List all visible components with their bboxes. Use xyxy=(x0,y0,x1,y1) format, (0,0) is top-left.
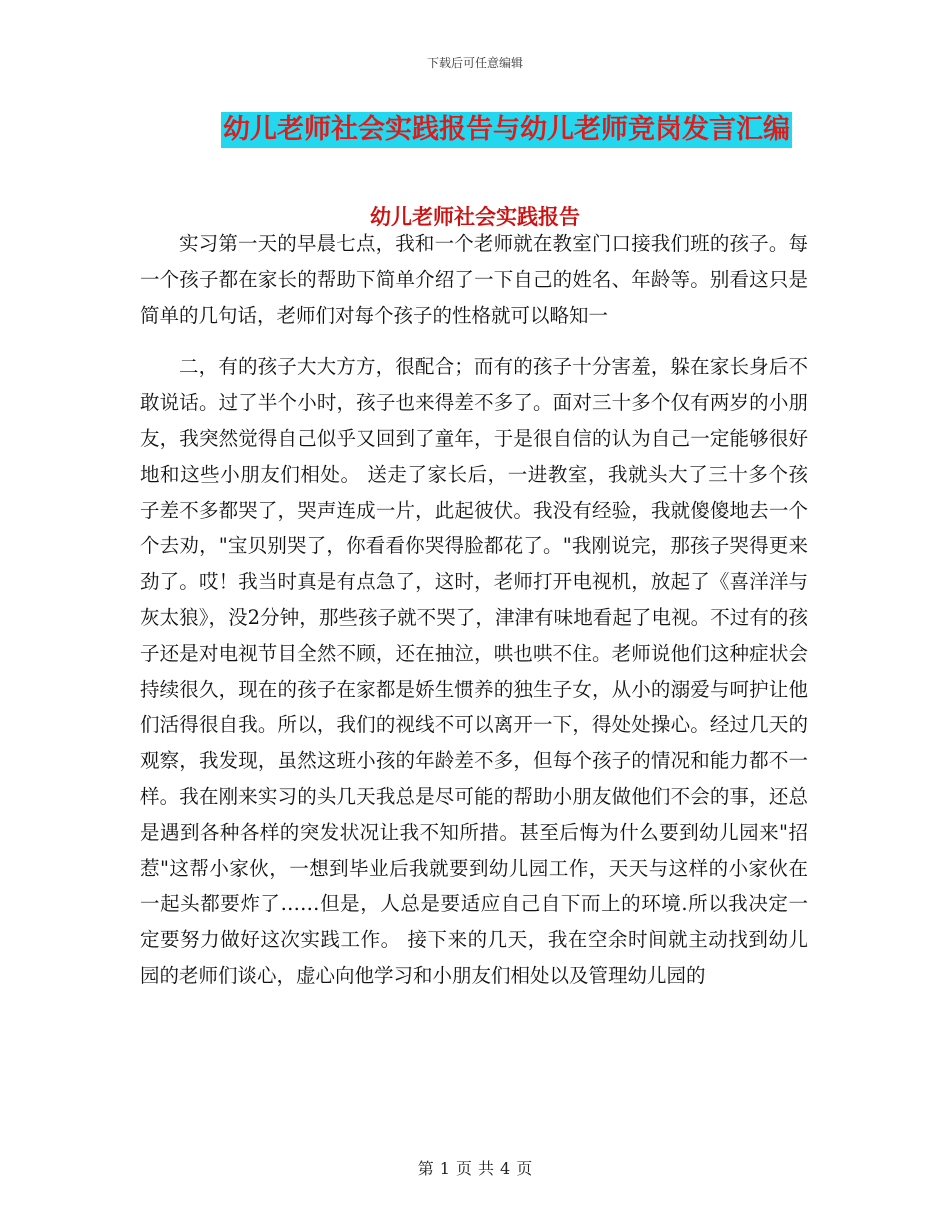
document-body xyxy=(140,226,808,994)
footer-prefix: 第 xyxy=(417,1159,434,1178)
page-footer xyxy=(0,1156,950,1179)
paragraph-2: 二，有的孩子大大方方，很配合；而有的孩子十分害羞，躲在家长身后不敢说话。过了半个小时，孩子也来得差不多了。面对三十多个仅有两岁的小朋友，我突然觉得自己似乎又回到了童年，于是很自信的认为自己一定能够很好地和这些小朋友们相处。 送走了家长后，一进教室，我就头大了三十多个孩子差不多都哭了，哭声连成一片，此起彼伏。我没有经验，我就傻傻地去一个个去劝，"宝贝别哭了，你看看你哭得脸都花了。"我刚说完，那孩子哭得更来劲了。哎！我当时真是有点急了，这时，老师打开电视机，放起了《喜洋洋与灰太狼》，没2分钟，那些孩子就不哭了，津津有味地看起了电视。不过有的孩子还是对电视节目全然不顾，还在抽泣，哄也哄不住。老师说他们这种症状会持续很久，现在的孩子在家都是娇生惯养的独生子女，从小的溺爱与呵护让他们活得很自我。所以，我们的视线不可以离开一下，得处处操心。经过几天的观察，我发现，虽然这班小孩的年龄差不多，但每个孩子的情况和能力都不一样。我在刚来实习的头几天我总是尽可能的帮助小朋友做他们不会的事，还总是遇到各种各样的突发状况让我不知所措。甚至后悔为什么要到幼儿园来"招惹"这帮小家伙，一想到毕业后我就要到幼儿园工作，天天与这样的小家伙在一起头都要炸了……但是，人总是要适应自己自下而上的环境.所以我决定一定要努力做好这次实践工作。 接下来的几天，我在空余时间就主动找到幼儿园的老师们谈心，虚心向他学习和小朋友们相处以及管理幼儿园的 xyxy=(140,355,808,987)
current-page-number: 1 xyxy=(439,1159,450,1178)
footer-total-word: 共 xyxy=(478,1159,495,1178)
total-page-number: 4 xyxy=(500,1159,511,1178)
paragraph-1: 实习第一天的早晨七点，我和一个老师就在教室门口接我们班的孩子。每一个孩子都在家长的帮助下简单介绍了一下自己的姓名、年龄等。别看这只是简单的几句话，老师们对每个孩子的性格就可以略知一 xyxy=(140,232,808,327)
section-title: 幼儿老师社会实践报告 xyxy=(370,204,580,229)
page-header-note: 下载后可任意编辑 xyxy=(426,56,523,70)
footer-page-word: 页 xyxy=(455,1159,472,1178)
footer-suffix: 页 xyxy=(516,1159,533,1178)
document-main-title: 幼儿老师社会实践报告与幼儿老师竞岗发言汇编 xyxy=(221,112,792,148)
